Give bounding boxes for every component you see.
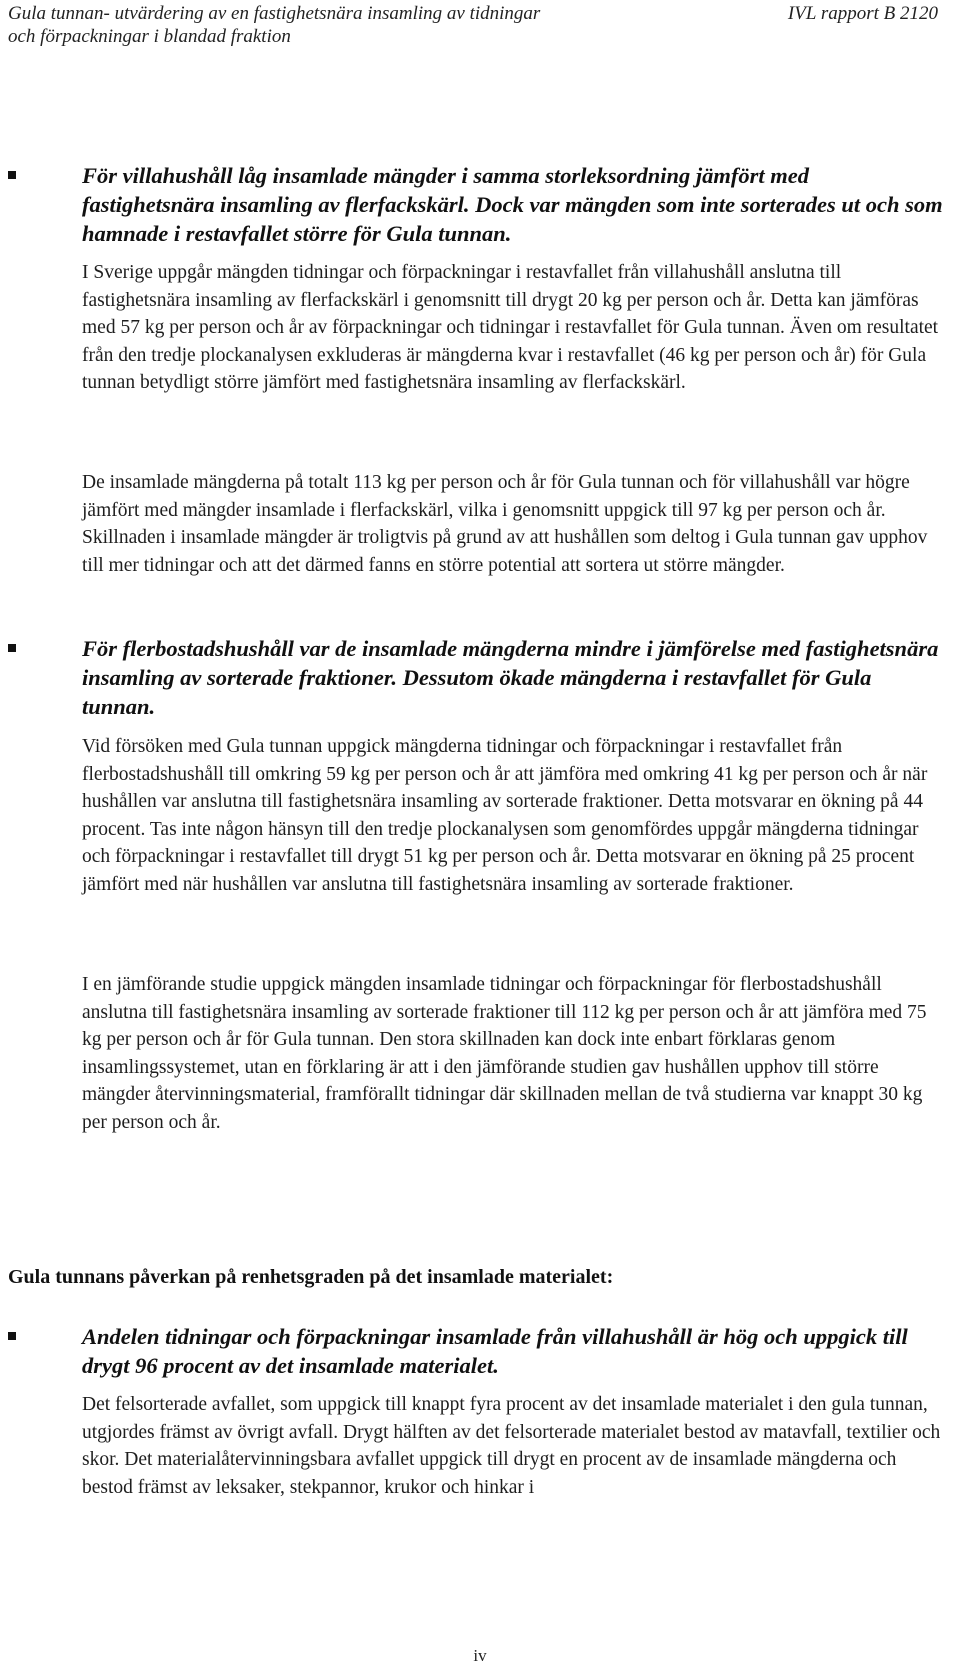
header-title-line-2: och förpackningar i blandad fraktion bbox=[8, 26, 291, 47]
bullet-villahushall bbox=[8, 161, 943, 248]
paragraph: I Sverige uppgår mängden tidningar och förpackningar i restavfallet från villahushåll anslutna till fastighetsnära insamling av flerfackskärl i genomsnitt till drygt 20 kg per person och år. Detta kan jämföras med 57 kg per person och år av förpackningar och tidningar i restavfallet för Gula tunnan. Även om resultatet från den tredje plockanalysen exkluderas är mängderna kvar i restavfallet (46 kg per person och år) för Gula tunnan betydligt större jämfört med fastighetsnära insamling av flerfackskärl. bbox=[82, 262, 939, 394]
paragraph: I en jämförande studie uppgick mängden insamlade tidningar och förpackningar för flerbostadshushåll anslutna till fastighetsnära insamling av sorterade fraktioner till 112 kg per person och år att jämföra med 75 kg per person och år för Gula tunnan. Den stora skillnaden kan dock inte enbart förklaras genom insamlingssystemet, utan en förklaring är att i den jämförande studien gav hushållen upphov till större mängder återvinningsmaterial, framförallt tidningar där skillnaden mellan de två studierna var knappt 30 kg per person och år. bbox=[82, 974, 927, 1133]
bullet-square-icon bbox=[8, 1332, 16, 1340]
bullet-flerbostadshushall bbox=[8, 634, 943, 721]
header-title-line-1: Gula tunnan- utvärdering av en fastighetsnära insamling av tidningar bbox=[8, 3, 541, 24]
page-number: iv bbox=[473, 1646, 487, 1665]
bullet-square-icon bbox=[8, 171, 16, 179]
paragraph: Det felsorterade avfallet, som uppgick till knappt fyra procent av det insamlade materialet i den gula tunnan, utgjordes främst av övrigt avfall. Drygt hälften av det felsorterade materialet bestod av matavfall, textilier och skor. Det materialåtervinningsbara avfallet uppgick till drygt en procent av de insamlade mängderna och bestod främst av leksaker, stekpannor, krukor och hinkar i bbox=[82, 1394, 941, 1498]
bullet-heading: För villahushåll låg insamlade mängder i samma storleksordning jämfört med fastighetsnära insamling av flerfackskärl. Dock var mängden som inte sorterades ut och som hamnade i restavfallet större för Gula tunnan. bbox=[82, 163, 943, 246]
section-heading: Gula tunnans påverkan på renhetsgraden på det insamlade materialet: bbox=[8, 1266, 614, 1288]
page-header-title bbox=[8, 2, 540, 48]
bullet-heading: För flerbostadshushåll var de insamlade mängderna mindre i jämförelse med fastighetsnära insamling av sorterade fraktioner. Dessutom ökade mängderna i restavfallet för Gula tunnan. bbox=[82, 636, 939, 719]
paragraph: Vid försöken med Gula tunnan uppgick mängderna tidningar och förpackningar i restavfallet från flerbostadshushåll till omkring 59 kg per person och år att jämföra med omkring 41 kg per person och år när hushållen var anslutna till fastighetsnära insamling av sorterade fraktioner. Detta motsvarar en ökning på 44 procent. Tas inte någon hänsyn till den tredje plockanalysen som genomfördes uppgår mängderna tidningar och förpackningar i restavfallet till drygt 51 kg per person och år. Detta motsvarar en ökning på 25 procent jämfört med när hushållen var anslutna till fastighetsnära insamling av sorterade fraktioner. bbox=[82, 736, 928, 895]
bullet-square-icon bbox=[8, 644, 16, 652]
header-report-id: IVL rapport B 2120 bbox=[787, 3, 938, 24]
bullet-andelen bbox=[8, 1322, 943, 1380]
bullet-heading: Andelen tidningar och förpackningar insamlade från villahushåll är hög och uppgick till drygt 96 procent av det insamlade materialet. bbox=[82, 1324, 908, 1378]
paragraph: De insamlade mängderna på totalt 113 kg per person och år för Gula tunnan och för villahushåll var högre jämfört med mängder insamlade i flerfackskärl, vilka i genomsnitt uppgick till 97 kg per person och år. Skillnaden i insamlade mängder är troligtvis på grund av att hushållen som deltog i Gula tunnan gav upphov till mer tidningar och att det därmed fanns en större potential att sortera ut större mängder. bbox=[82, 472, 928, 576]
